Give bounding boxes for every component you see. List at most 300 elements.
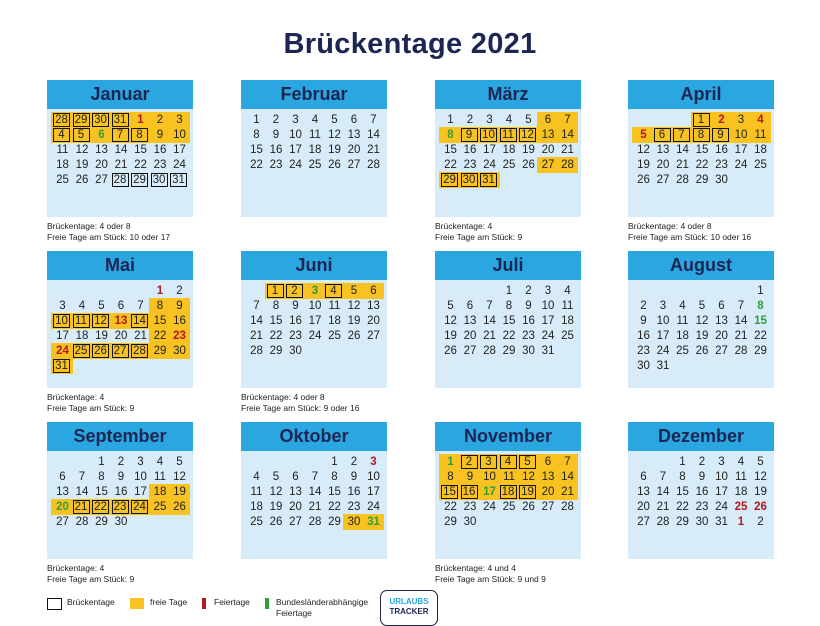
- day-cell: 28: [367, 159, 380, 171]
- day-cell: 25: [734, 501, 748, 513]
- day-cell: 11: [754, 129, 767, 141]
- prev-month-day: 28: [53, 113, 70, 127]
- day-cell: 31: [715, 516, 728, 528]
- prev-month-day: 30: [92, 113, 109, 127]
- day-cell: 17: [715, 486, 728, 498]
- month-panel-november: [435, 422, 581, 559]
- month-title: Mai: [47, 251, 193, 280]
- day-cell: 6: [544, 456, 552, 468]
- day-cell: 19: [269, 501, 283, 513]
- note-bridge-days: Brückentage: 4 oder 8: [241, 392, 325, 402]
- day-cell: 21: [734, 330, 748, 342]
- day-cell: 16: [637, 330, 650, 342]
- day-cell: 2: [698, 456, 706, 468]
- day-cell: 6: [59, 471, 66, 483]
- month-panel-dezember: [628, 422, 774, 559]
- day-cell: 13: [541, 129, 555, 141]
- day-cell: 17: [134, 486, 147, 498]
- day-cell: 19: [444, 330, 457, 342]
- day-cell: 7: [253, 300, 260, 312]
- legend-bridge-swatch: [47, 598, 62, 610]
- day-cell: 18: [500, 485, 517, 499]
- day-cell: 14: [75, 486, 89, 498]
- day-cell: 8: [156, 300, 164, 312]
- day-cell: 18: [75, 330, 89, 342]
- day-cell: 26: [92, 344, 109, 358]
- day-cell: 24: [173, 159, 186, 171]
- day-cell: 3: [370, 456, 377, 468]
- day-cell: 30: [151, 173, 168, 187]
- day-cell: 18: [561, 315, 574, 327]
- day-cell: 12: [269, 486, 283, 498]
- day-cell: 10: [134, 471, 147, 483]
- day-cell: 17: [308, 315, 322, 327]
- day-cell: 27: [656, 174, 670, 186]
- day-cell: 18: [502, 144, 516, 156]
- month-title: Dezember: [628, 422, 774, 451]
- note-free-days: Freie Tage am Stück: 9: [47, 403, 135, 413]
- day-cell: 6: [292, 471, 299, 483]
- day-cell: 24: [656, 345, 670, 357]
- day-cell: 16: [695, 486, 709, 498]
- day-cell: 19: [328, 144, 341, 156]
- day-cell: 25: [250, 516, 263, 528]
- day-cell: 18: [153, 486, 167, 498]
- day-cell: 1: [98, 456, 105, 468]
- day-cell: 10: [541, 300, 555, 312]
- month-title: März: [435, 80, 581, 109]
- day-cell: 4: [757, 114, 764, 126]
- day-cell: 15: [328, 486, 341, 498]
- day-cell: 27: [541, 501, 555, 513]
- day-cell: 17: [483, 144, 496, 156]
- month-note: [435, 221, 625, 243]
- day-cell: 2: [640, 300, 647, 312]
- day-cell: 2: [117, 456, 125, 468]
- day-cell: 11: [309, 129, 321, 141]
- day-cell: 24: [308, 330, 322, 342]
- day-cell: 19: [695, 330, 709, 342]
- day-cell: 22: [134, 159, 147, 171]
- day-cell: 1: [156, 285, 164, 297]
- month-title: Juli: [435, 251, 581, 280]
- day-cell: 12: [695, 315, 709, 327]
- day-cell: 10: [715, 471, 728, 483]
- day-cell: 22: [269, 330, 283, 342]
- day-cell: 25: [308, 159, 322, 171]
- month-note: [47, 392, 237, 414]
- day-cell: 22: [676, 501, 689, 513]
- day-cell: 19: [95, 330, 108, 342]
- day-cell: 2: [156, 114, 164, 126]
- day-cell: 19: [173, 486, 186, 498]
- day-cell: 9: [156, 129, 164, 141]
- day-cell: 8: [272, 300, 280, 312]
- day-cell: 7: [370, 114, 377, 126]
- day-cell: 11: [154, 471, 166, 483]
- day-cell: 2: [350, 456, 358, 468]
- day-cell: 26: [522, 501, 535, 513]
- day-cell: 5: [640, 129, 647, 141]
- day-cell: 5: [698, 300, 706, 312]
- day-cell: 4: [53, 128, 70, 142]
- day-cell: 21: [73, 500, 90, 514]
- day-cell: 10: [480, 128, 497, 142]
- day-cell: 26: [328, 159, 341, 171]
- day-cell: 20: [541, 486, 555, 498]
- day-cell: 27: [541, 159, 555, 171]
- day-cell: 14: [131, 314, 148, 328]
- day-cell: 28: [656, 516, 670, 528]
- day-cell: 25: [502, 159, 516, 171]
- legend-holiday-swatch: [202, 598, 206, 609]
- day-cell: 7: [486, 300, 493, 312]
- day-cell: 26: [347, 330, 361, 342]
- day-cell: 16: [522, 315, 535, 327]
- day-cell: 10: [308, 300, 322, 312]
- day-cell: 1: [253, 114, 260, 126]
- day-cell: 28: [75, 516, 89, 528]
- day-cell: 5: [350, 285, 358, 297]
- note-bridge-days: Brückentage: 4: [435, 221, 493, 231]
- day-cell: 13: [114, 315, 128, 327]
- day-cell: 12: [444, 315, 457, 327]
- day-cell: 5: [73, 128, 90, 142]
- day-cell: 26: [695, 345, 709, 357]
- legend-regional-swatch: [265, 598, 269, 609]
- day-cell: 21: [114, 159, 128, 171]
- day-cell: 23: [522, 330, 535, 342]
- day-cell: 2: [286, 284, 303, 298]
- day-cell: 3: [292, 114, 299, 126]
- day-cell: 9: [292, 300, 299, 312]
- day-cell: 28: [308, 516, 322, 528]
- day-cell: 16: [173, 315, 186, 327]
- legend-holiday-label: Feiertage: [214, 597, 250, 607]
- day-cell: 22: [328, 501, 341, 513]
- day-cell: 29: [441, 173, 458, 187]
- day-cell: 20: [347, 144, 361, 156]
- day-cell: 14: [483, 315, 496, 327]
- day-cell: 29: [754, 345, 767, 357]
- month-title: Januar: [47, 80, 193, 109]
- day-cell: 25: [73, 344, 90, 358]
- day-cell: 9: [640, 315, 647, 327]
- note-free-days: Freie Tage am Stück: 9 und 9: [435, 574, 546, 584]
- day-cell: 21: [561, 486, 574, 498]
- day-cell: 15: [441, 485, 458, 499]
- day-cell: 6: [117, 300, 125, 312]
- day-cell: 13: [541, 471, 555, 483]
- day-cell: 5: [447, 300, 454, 312]
- day-cell: 4: [679, 300, 686, 312]
- day-cell: 16: [269, 144, 283, 156]
- day-cell: 1: [137, 114, 144, 126]
- note-bridge-days: Brückentage: 4 oder 8: [628, 221, 712, 231]
- day-cell: 27: [289, 516, 302, 528]
- day-cell: 19: [519, 485, 536, 499]
- legend-free-swatch: [130, 598, 144, 609]
- day-cell: 16: [715, 144, 728, 156]
- day-cell: 2: [525, 285, 532, 297]
- day-cell: 27: [56, 516, 69, 528]
- day-cell: 8: [447, 129, 454, 141]
- day-cell: 31: [367, 516, 380, 528]
- day-cell: 9: [712, 128, 729, 142]
- day-cell: 17: [173, 144, 186, 156]
- day-cell: 9: [466, 471, 474, 483]
- day-cell: 11: [500, 128, 517, 142]
- day-cell: 16: [153, 144, 167, 156]
- day-cell: 17: [289, 144, 302, 156]
- day-cell: 6: [544, 114, 552, 126]
- day-cell: 23: [715, 159, 728, 171]
- prev-month-day: 29: [73, 113, 90, 127]
- day-cell: 14: [561, 129, 574, 141]
- day-cell: 3: [480, 455, 497, 469]
- day-cell: 22: [754, 330, 767, 342]
- day-cell: 27: [367, 330, 380, 342]
- day-cell: 11: [503, 471, 515, 483]
- urlaubstracker-logo[interactable]: [380, 590, 438, 626]
- day-cell: 25: [676, 345, 689, 357]
- day-cell: 3: [311, 285, 319, 297]
- day-cell: 19: [754, 486, 767, 498]
- day-cell: 9: [272, 129, 280, 141]
- next-month-day: 1: [737, 516, 745, 528]
- day-cell: 15: [95, 486, 108, 498]
- day-cell: 27: [463, 345, 477, 357]
- day-cell: 16: [114, 486, 128, 498]
- day-cell: 21: [367, 144, 380, 156]
- day-cell: 12: [347, 300, 361, 312]
- day-cell: 18: [250, 501, 263, 513]
- day-cell: 20: [289, 501, 302, 513]
- day-cell: 11: [735, 471, 747, 483]
- day-cell: 8: [253, 129, 260, 141]
- day-cell: 29: [131, 173, 148, 187]
- day-cell: 30: [715, 174, 728, 186]
- month-note: [241, 392, 431, 414]
- day-cell: 13: [95, 144, 108, 156]
- day-cell: 3: [718, 456, 725, 468]
- day-cell: 7: [137, 300, 144, 312]
- day-cell: 29: [153, 345, 167, 357]
- day-cell: 7: [564, 456, 571, 468]
- day-cell: 16: [347, 486, 361, 498]
- day-cell: 23: [637, 345, 650, 357]
- month-panel-august: [628, 251, 774, 388]
- day-cell: 30: [173, 345, 186, 357]
- day-cell: 4: [737, 456, 745, 468]
- day-cell: 13: [56, 486, 69, 498]
- prev-month-day: 31: [112, 113, 129, 127]
- day-cell: 28: [561, 501, 574, 513]
- day-cell: 20: [715, 330, 728, 342]
- day-cell: 6: [466, 300, 474, 312]
- day-cell: 23: [112, 500, 129, 514]
- day-cell: 8: [131, 128, 148, 142]
- day-cell: 3: [544, 285, 552, 297]
- day-cell: 22: [444, 159, 457, 171]
- day-cell: 14: [676, 144, 689, 156]
- day-cell: 13: [637, 486, 650, 498]
- day-cell: 29: [95, 516, 108, 528]
- month-title: November: [435, 422, 581, 451]
- day-cell: 21: [561, 144, 574, 156]
- day-cell: 26: [754, 501, 767, 513]
- day-cell: 20: [367, 315, 380, 327]
- day-cell: 25: [56, 174, 69, 186]
- day-cell: 5: [98, 300, 105, 312]
- day-cell: 10: [483, 471, 496, 483]
- day-cell: 4: [156, 456, 164, 468]
- day-cell: 15: [444, 144, 457, 156]
- day-cell: 31: [480, 173, 497, 187]
- day-cell: 29: [676, 516, 689, 528]
- day-cell: 9: [698, 471, 706, 483]
- day-cell: 18: [328, 315, 341, 327]
- day-cell: 18: [676, 330, 689, 342]
- day-cell: 8: [331, 471, 338, 483]
- note-free-days: Freie Tage am Stück: 9 oder 16: [241, 403, 360, 413]
- day-cell: 11: [676, 315, 689, 327]
- day-cell: 27: [347, 159, 361, 171]
- day-cell: 25: [328, 330, 341, 342]
- day-cell: 4: [311, 114, 319, 126]
- day-cell: 10: [53, 314, 70, 328]
- month-panel-juli: [435, 251, 581, 388]
- day-cell: 3: [737, 114, 745, 126]
- day-cell: 25: [754, 159, 767, 171]
- day-cell: 25: [153, 501, 167, 513]
- day-cell: 31: [541, 345, 555, 357]
- note-free-days: Freie Tage am Stück: 10 oder 16: [628, 232, 752, 242]
- day-cell: 23: [463, 501, 477, 513]
- day-cell: 19: [522, 144, 535, 156]
- day-cell: 14: [250, 315, 263, 327]
- day-cell: 7: [311, 471, 319, 483]
- day-cell: 8: [679, 471, 686, 483]
- day-cell: 10: [367, 471, 380, 483]
- day-cell: 10: [656, 315, 670, 327]
- day-cell: 6: [98, 129, 105, 141]
- day-cell: 1: [447, 456, 454, 468]
- day-cell: 31: [170, 173, 187, 187]
- day-cell: 27: [637, 516, 650, 528]
- month-title: April: [628, 80, 774, 109]
- day-cell: 3: [59, 300, 66, 312]
- day-cell: 4: [500, 455, 517, 469]
- month-panel-oktober: [241, 422, 387, 559]
- day-cell: 24: [483, 501, 496, 513]
- day-cell: 26: [75, 174, 89, 186]
- day-cell: 14: [656, 486, 670, 498]
- day-cell: 3: [176, 114, 183, 126]
- day-cell: 15: [134, 144, 147, 156]
- day-cell: 15: [250, 144, 263, 156]
- day-cell: 20: [637, 501, 650, 513]
- day-cell: 15: [676, 486, 689, 498]
- day-cell: 6: [718, 300, 725, 312]
- day-cell: 29: [444, 516, 457, 528]
- day-cell: 24: [289, 159, 302, 171]
- day-cell: 18: [734, 486, 748, 498]
- day-cell: 26: [173, 501, 186, 513]
- note-free-days: Freie Tage am Stück: 9: [435, 232, 523, 242]
- day-cell: 17: [367, 486, 380, 498]
- day-cell: 1: [757, 285, 764, 297]
- day-cell: 24: [715, 501, 728, 513]
- day-cell: 15: [269, 315, 283, 327]
- legend-free-label: freie Tage: [150, 597, 188, 607]
- day-cell: 6: [640, 471, 647, 483]
- day-cell: 22: [153, 330, 167, 342]
- day-cell: 18: [754, 144, 767, 156]
- day-cell: 22: [502, 330, 516, 342]
- day-cell: 7: [112, 128, 129, 142]
- day-cell: 23: [463, 159, 477, 171]
- day-cell: 1: [693, 113, 710, 127]
- day-cell: 26: [637, 174, 650, 186]
- day-cell: 27: [95, 174, 108, 186]
- day-cell: 28: [112, 173, 129, 187]
- day-cell: 29: [502, 345, 516, 357]
- day-cell: 21: [134, 330, 147, 342]
- day-cell: 11: [250, 486, 263, 498]
- day-cell: 6: [654, 128, 671, 142]
- day-cell: 12: [328, 129, 341, 141]
- day-cell: 12: [92, 314, 109, 328]
- next-month-day: 2: [757, 516, 764, 528]
- day-cell: 10: [173, 129, 186, 141]
- day-cell: 9: [350, 471, 358, 483]
- day-cell: 22: [250, 159, 263, 171]
- day-cell: 20: [541, 144, 555, 156]
- day-cell: 7: [737, 300, 745, 312]
- logo-line-1: URLAUBS: [389, 597, 429, 606]
- day-cell: 5: [525, 114, 532, 126]
- legend-regional-label-2: Feiertage: [276, 608, 312, 618]
- day-cell: 3: [137, 456, 144, 468]
- day-cell: 15: [695, 144, 709, 156]
- day-cell: 5: [757, 456, 764, 468]
- month-title: Oktober: [241, 422, 387, 451]
- day-cell: 19: [75, 159, 89, 171]
- day-cell: 26: [269, 516, 283, 528]
- month-title: September: [47, 422, 193, 451]
- day-cell: 30: [463, 516, 477, 528]
- day-cell: 25: [502, 501, 516, 513]
- day-cell: 21: [308, 501, 322, 513]
- month-panel-januar: [47, 80, 193, 217]
- month-note: [435, 563, 625, 585]
- day-cell: 26: [522, 159, 535, 171]
- day-cell: 25: [561, 330, 574, 342]
- day-cell: 11: [561, 300, 574, 312]
- day-cell: 24: [734, 159, 748, 171]
- day-cell: 30: [289, 345, 302, 357]
- day-cell: 26: [444, 345, 457, 357]
- day-cell: 24: [483, 159, 496, 171]
- day-cell: 24: [541, 330, 555, 342]
- day-cell: 7: [564, 114, 571, 126]
- day-cell: 8: [98, 471, 105, 483]
- day-cell: 8: [505, 300, 513, 312]
- day-cell: 4: [564, 285, 571, 297]
- day-cell: 18: [56, 159, 69, 171]
- day-cell: 3: [659, 300, 667, 312]
